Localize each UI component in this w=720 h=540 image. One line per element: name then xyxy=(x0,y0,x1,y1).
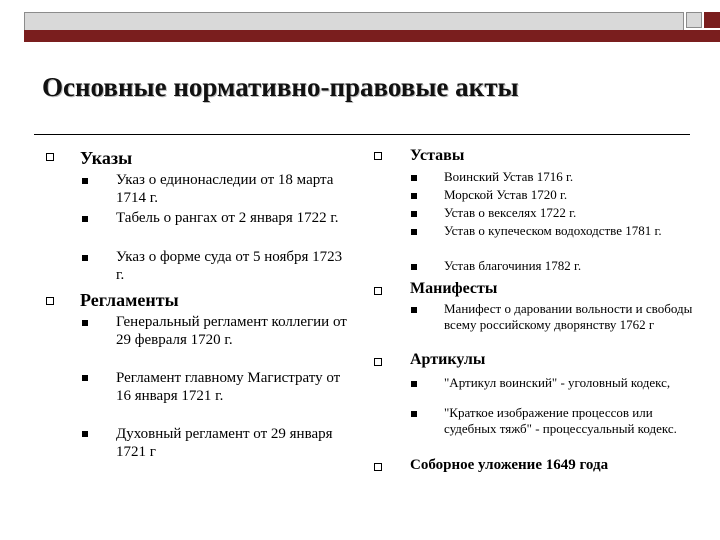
header-corner-square xyxy=(686,12,702,28)
list-item: Табель о рангах от 2 января 1722 г. xyxy=(116,210,339,226)
list-item: "Артикул воинский" - уголовный кодекс, xyxy=(444,375,671,390)
header-accent-bar xyxy=(24,30,720,42)
section-heading-decrees: Указы xyxy=(80,148,133,168)
filled-square-bullet-icon xyxy=(82,178,88,184)
list-item: Воинский Устав 1716 г. xyxy=(444,169,574,184)
filled-square-bullet-icon xyxy=(82,255,88,261)
hollow-square-bullet-icon xyxy=(374,287,382,295)
list-item: Устав о купеческом водоходстве 1781 г. xyxy=(444,223,662,238)
filled-square-bullet-icon xyxy=(411,193,417,199)
list-item: Манифест о даровании вольности и свободы всему российскому дворянству 1762 г xyxy=(444,301,693,332)
list-item: Регламент главному Магистрату от 16 января 1721 г. xyxy=(116,370,341,404)
slide-title: Основные нормативно-правовые акты xyxy=(42,72,519,102)
list-item: Указ о форме суда от 5 ноября 1723 г. xyxy=(116,249,343,283)
list-item: Морской Устав 1720 г. xyxy=(444,187,568,202)
list-item: Устав о векселях 1722 г. xyxy=(444,205,577,220)
filled-square-bullet-icon xyxy=(82,431,88,437)
title-divider xyxy=(34,134,690,135)
filled-square-bullet-icon xyxy=(411,175,417,181)
hollow-square-bullet-icon xyxy=(374,152,382,160)
filled-square-bullet-icon xyxy=(411,381,417,387)
filled-square-bullet-icon xyxy=(411,411,417,417)
hollow-square-bullet-icon xyxy=(374,463,382,471)
list-item: Генеральный регламент коллегии от 29 февраля 1720 г. xyxy=(116,314,347,348)
hollow-square-bullet-icon xyxy=(374,358,382,366)
section-heading-articles: Артикулы xyxy=(410,351,486,368)
list-item: Устав благочиния 1782 г. xyxy=(444,258,582,273)
section-heading-statutes: Уставы xyxy=(410,147,465,164)
filled-square-bullet-icon xyxy=(82,216,88,222)
filled-square-bullet-icon xyxy=(411,229,417,235)
header-band xyxy=(24,12,684,32)
filled-square-bullet-icon xyxy=(82,375,88,381)
list-item: "Краткое изображение процессов или судебных тяжб" - процессуальный кодекс. xyxy=(444,405,677,436)
section-heading-manifestos: Манифесты xyxy=(410,280,498,297)
section-heading-regulations: Регламенты xyxy=(80,290,179,310)
list-item: Указ о единонаследии от 18 марта 1714 г. xyxy=(116,172,334,206)
filled-square-bullet-icon xyxy=(411,211,417,217)
hollow-square-bullet-icon xyxy=(46,153,54,161)
header-corner-square-dark xyxy=(704,12,720,28)
filled-square-bullet-icon xyxy=(411,264,417,270)
list-item: Духовный регламент от 29 января 1721 г xyxy=(116,426,333,460)
filled-square-bullet-icon xyxy=(411,307,417,313)
filled-square-bullet-icon xyxy=(82,320,88,326)
section-heading-council-code: Соборное уложение 1649 года xyxy=(410,457,609,473)
hollow-square-bullet-icon xyxy=(46,297,54,305)
